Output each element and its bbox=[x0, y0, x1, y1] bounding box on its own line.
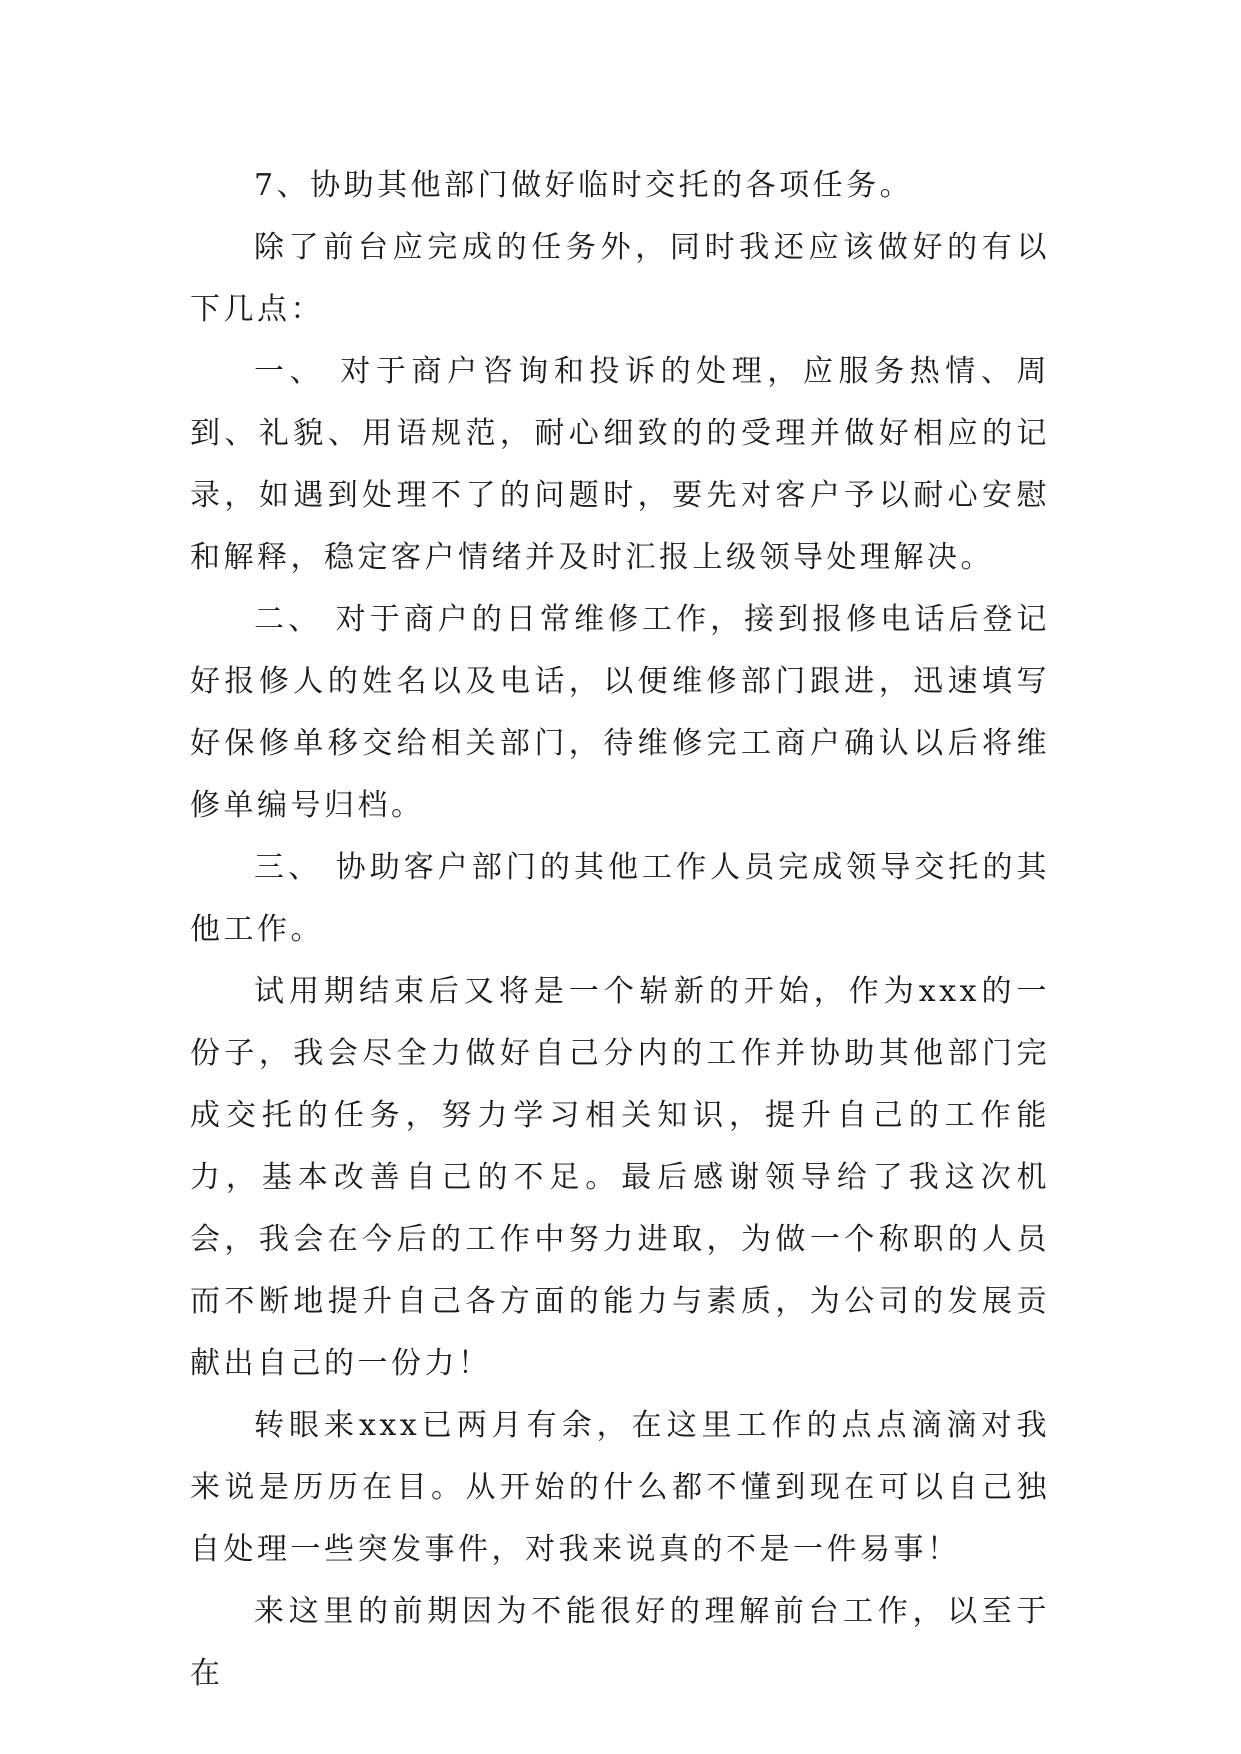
paragraph-point-2: 二、 对于商户的日常维修工作，接到报修电话后登记好报修人的姓名以及电话，以便维修部门跟进，迅速填写好保修单移交给相关部门，待维修完工商户确认以后将维修单编号归档。 bbox=[190, 602, 1050, 823]
paragraph-tasks-intro: 除了前台应完成的任务外，同时我还应该做好的有以下几点： bbox=[190, 230, 1050, 327]
paragraph-probation-outlook: 试用期结束后又将是一个崭新的开始，作为xxx的一份子，我会尽全力做好自己分内的工作并协助其他部门完成交托的任务，努力学习相关知识，提升自己的工作能力，基本改善自己的不足。最后感谢领导给了我这次机会，我会在今后的工作中努力进取，为做一个称职的人员而不断地提升自己各方面的能力与素质，为公司的发展贡献出自己的一份力！ bbox=[190, 974, 1050, 1381]
paragraph-point-3: 三、 协助客户部门的其他工作人员完成领导交托的其他工作。 bbox=[190, 850, 1050, 947]
paragraph-two-months: 转眼来xxx已两月有余，在这里工作的点点滴滴对我来说是历历在目。从开始的什么都不懂到现在可以自己独自处理一些突发事件，对我来说真的不是一件易事！ bbox=[190, 1408, 1050, 1567]
document-body bbox=[190, 155, 1050, 1705]
paragraph-item-7: 7、协助其他部门做好临时交托的各项任务。 bbox=[254, 168, 914, 203]
paragraph-point-1: 一、 对于商户咨询和投诉的处理，应服务热情、周到、礼貌、用语规范，耐心细致的的受理并做好相应的记录，如遇到处理不了的问题时，要先对客户予以耐心安慰和解释，稳定客户情绪并及时汇报上级领导处理解决。 bbox=[190, 354, 1050, 575]
paragraph-early-period: 来这里的前期因为不能很好的理解前台工作，以至于在 bbox=[190, 1594, 1050, 1691]
